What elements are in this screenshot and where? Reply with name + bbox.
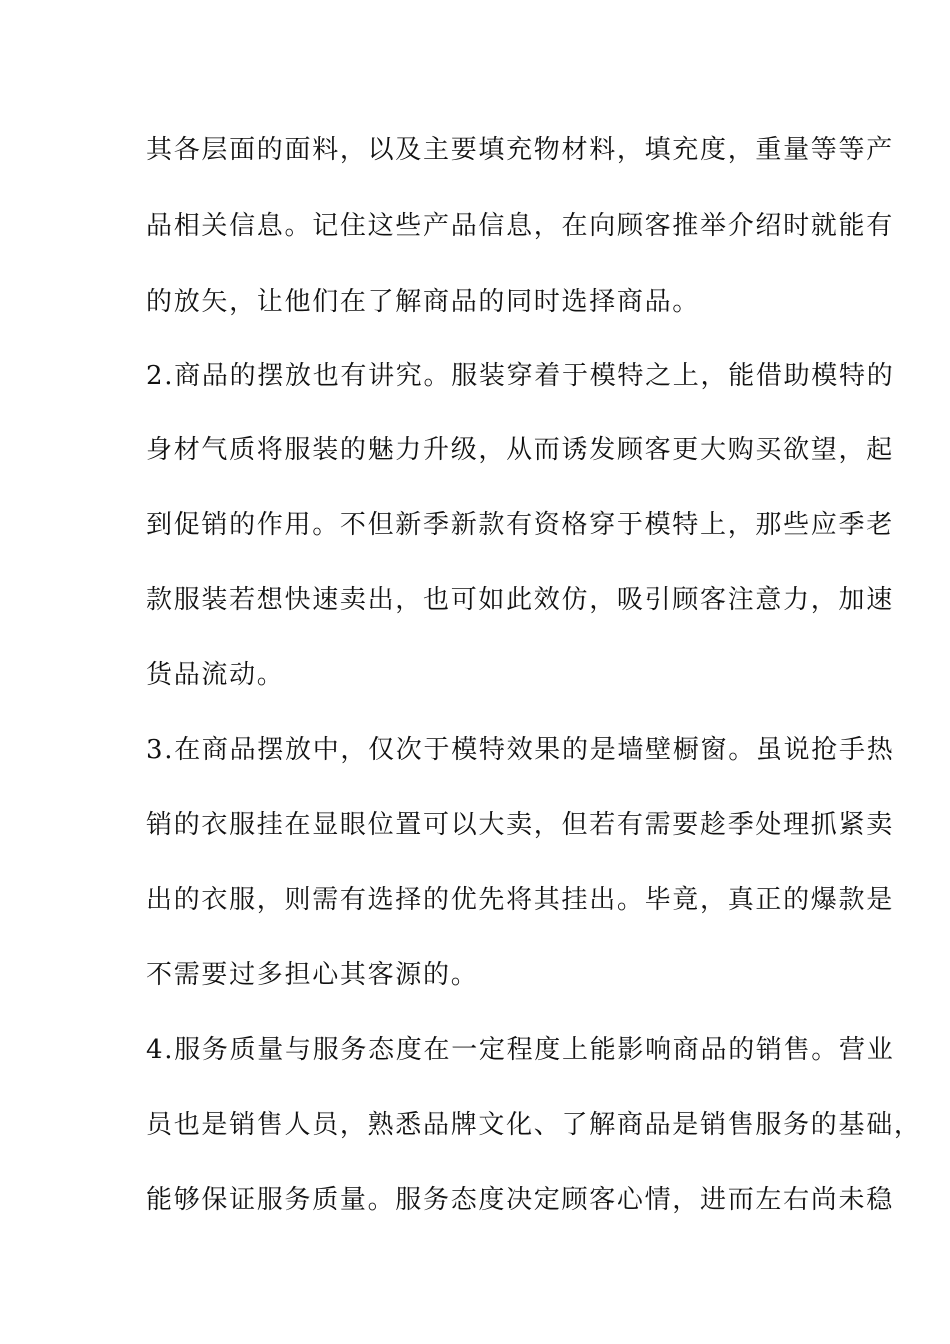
text-line: 能够保证服务质量。服务态度决定顾客心情，进而左右尚未稳 [146, 1185, 894, 1215]
text-line: 品相关信息。记住这些产品信息，在向顾客推举介绍时就能有 [146, 211, 894, 241]
text-line: 4.服务质量与服务态度在一定程度上能影响商品的销售。营业 [146, 1035, 895, 1065]
text-line: 身材气质将服装的魅力升级，从而诱发顾客更大购买欲望，起 [146, 435, 894, 465]
text-line: 的放矢，让他们在了解商品的同时选择商品。 [146, 287, 701, 317]
text-line: 款服装若想快速卖出，也可如此效仿，吸引顾客注意力，加速 [146, 585, 894, 615]
text-line: 其各层面的面料，以及主要填充物材料，填充度，重量等等产 [146, 135, 894, 165]
text-line: 不需要过多担心其客源的。 [146, 960, 479, 990]
text-line: 2.商品的摆放也有讲究。服装穿着于模特之上，能借助模特的 [146, 361, 895, 391]
text-line: 销的衣服挂在显眼位置可以大卖，但若有需要趁季处理抓紧卖 [146, 810, 894, 840]
text-line: 货品流动。 [146, 660, 285, 690]
text-line: 到促销的作用。不但新季新款有资格穿于模特上，那些应季老 [146, 510, 894, 540]
text-line: 出的衣服，则需有选择的优先将其挂出。毕竟，真正的爆款是 [146, 885, 894, 915]
text-line: 3.在商品摆放中，仅次于模特效果的是墙壁橱窗。虽说抢手热 [146, 735, 895, 765]
text-line: 员也是销售人员，熟悉品牌文化、了解商品是销售服务的基础， [146, 1110, 922, 1140]
